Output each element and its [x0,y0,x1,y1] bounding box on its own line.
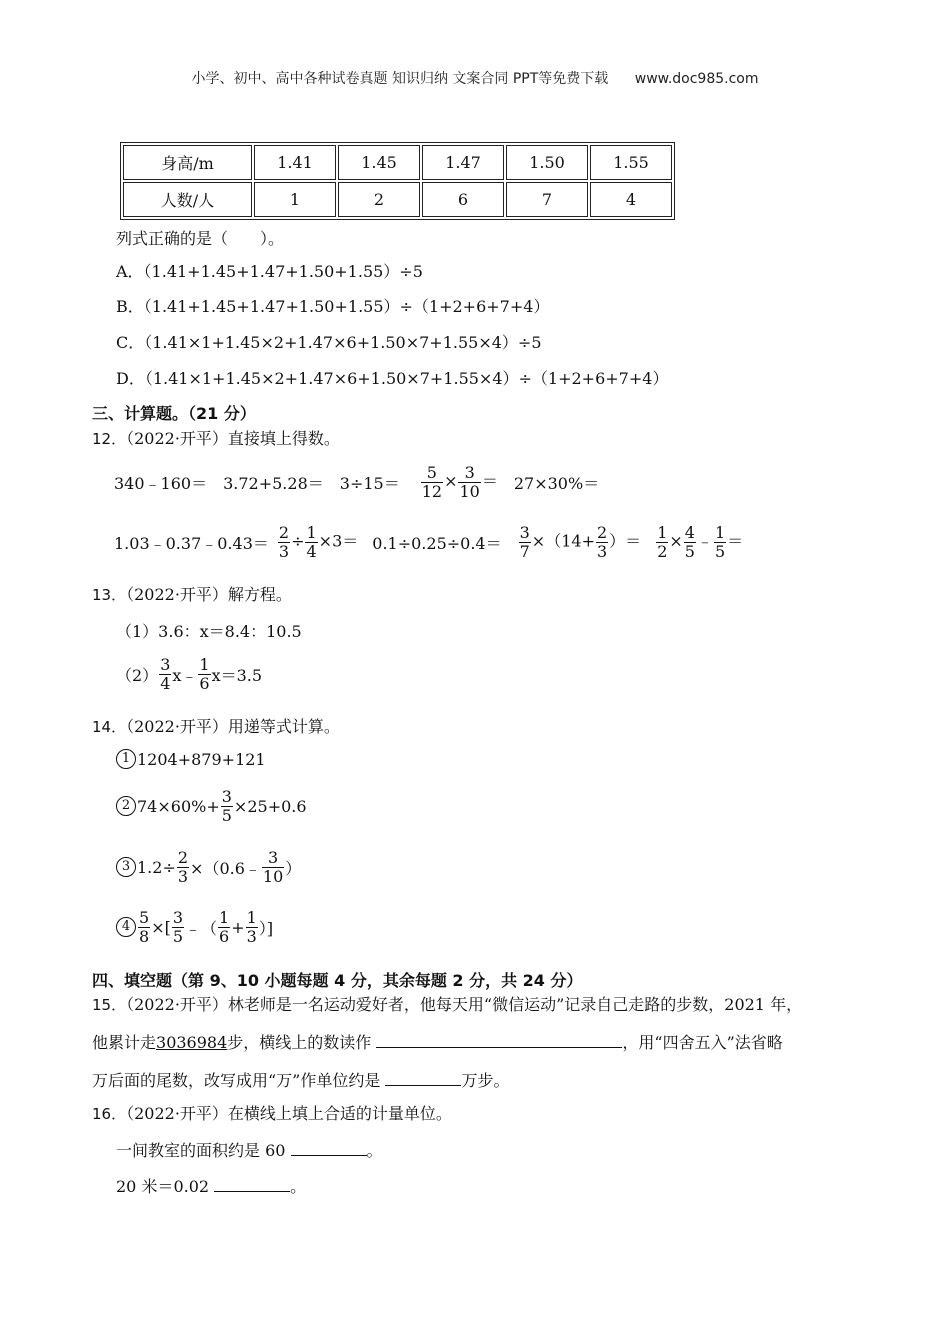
fraction: $\frac{1}{2}$ [657,522,668,561]
page-header [0,68,950,88]
circled-number: 2 [116,796,136,816]
q12-heading [92,426,340,449]
fraction: $\frac{3}{7}$ [519,522,530,561]
q13-number: 13． [92,586,127,604]
fraction: $\frac{3}{10}$ [262,847,284,886]
q14-expr-1: 1 1204+879+121 [116,748,266,770]
table-cell: 身高/m [123,145,252,180]
q15-line-2: 他累计走3036984步，横线上的数读作 ，用“四舍五入”法省略 [92,1033,783,1052]
table-cell: 6 [422,182,504,217]
q12-f: 1.03﹣0.37﹣0.43＝ [114,533,269,553]
q12-source: （2022·开平）直接填上得数。 [126,429,340,448]
answer-blank[interactable] [385,1069,461,1086]
q16-item-a: 一间教室的面积约是 60 。 [116,1141,383,1160]
table-cell: 4 [590,182,672,217]
circled-number: 4 [116,917,136,937]
q11-stem: 列式正确的是（ ）。 [116,229,285,248]
header-text: 小学、初中、高中各种试卷真题 知识归纳 文案合同 PPT等免费下载 [191,71,609,87]
table-cell: 7 [506,182,588,217]
fraction: $\frac{2}{3}$ [596,522,608,561]
q11-option-b: B．（1.41+1.45+1.47+1.50+1.55）÷（1+2+6+7+4） [116,297,550,316]
fraction: $\frac{1}{3}$ [246,907,257,946]
q16-source: （2022·开平）在横线上填上合适的计量单位。 [126,1104,452,1123]
q14-expr-2: 2 74×60%+ $\frac{3}{5}$ ×25+0.6 [116,782,307,830]
q13-source: （2022·开平）解方程。 [126,585,292,604]
fraction: $\frac{3}{5}$ [172,907,184,946]
q14-source: （2022·开平）用递等式计算。 [126,717,340,736]
table-cell: 1 [254,182,336,217]
answer-blank[interactable] [291,1139,367,1156]
q14-expr-4: 4 $\frac{5}{8}$ ×[ $\frac{3}{5}$ ﹣（ $\frac{1}{6}$ + $\frac{1}{3}$ ）] [116,903,273,951]
section-3-title: 三、计算题。（21 分） [92,404,256,423]
fraction: $\frac{4}{5}$ [684,522,695,561]
q11-option-c: C．（1.41×1+1.45×2+1.47×6+1.50×7+1.55×4）÷5 [116,333,542,352]
fraction: $\frac{1}{5}$ [714,522,726,561]
q15-number: 15． [92,996,127,1014]
fraction: $\frac{3}{4}$ [160,654,171,693]
table-row [123,145,672,180]
q12-number: 12． [92,430,127,448]
section-4-title: 四、填空题（第 9、10 小题每题 4 分，其余每题 2 分，共 24 分） [92,971,583,990]
q14-number: 14． [92,718,127,736]
q12-h: 0.1÷0.25÷0.4＝ [372,533,502,553]
fraction: $\frac{1}{6}$ [219,907,230,946]
q13-part-1: （1）3.6：x＝8.4：10.5 [116,622,302,641]
q16-number: 16． [92,1105,127,1123]
header-site[interactable]: www.doc985.com [634,71,759,87]
fraction: $\frac{1}{4}$ [306,522,317,561]
q12-row-2 [114,518,743,566]
answer-blank[interactable] [214,1175,290,1192]
table-cell: 1.55 [590,145,672,180]
table-cell: 2 [338,182,420,217]
answer-blank[interactable] [376,1031,622,1048]
q15-line-3: 万后面的尾数，改写成用“万”作单位约是 万步。 [92,1071,510,1090]
q16-item-b: 20 米＝0.02 。 [116,1177,307,1196]
q12-row-1 [114,458,599,506]
fraction: $\frac{3}{5}$ [221,786,232,825]
q13-heading [92,582,292,605]
underlined-number: 3036984 [156,1033,228,1052]
table-cell: 1.41 [254,145,336,180]
fraction: $\frac{3}{10}$ [459,462,480,501]
q15-line-1: 15．（2022·开平）林老师是一名运动爱好者，他每天用“微信运动”记录自己走路的步数，2021 年， [92,995,803,1014]
q12-g: $\frac{2}{3}$ ÷ $\frac{1}{4}$ ×3＝ [278,522,359,561]
fraction: $\frac{2}{3}$ [177,847,189,886]
q12-i: $\frac{3}{7}$ ×（14+ $\frac{2}{3}$ ）＝ [519,522,642,561]
q12-d: $\frac{5}{12}$ × $\frac{3}{10}$ ＝ [421,462,498,501]
table-cell: 1.45 [338,145,420,180]
q12-e: 27×30%＝ [513,473,600,493]
q14-expr-3: 3 1.2÷ $\frac{2}{3}$ ×（0.6﹣ $\frac{3}{10}$ ） [116,843,301,891]
q11-option-d: D．（1.41×1+1.45×2+1.47×6+1.50×7+1.55×4）÷（1+2+6+7+4） [116,369,669,388]
fraction: $\frac{1}{6}$ [199,654,210,693]
q12-b: 3.72+5.28＝ [223,473,324,493]
fraction: $\frac{5}{8}$ [139,907,150,946]
q14-heading [92,714,340,737]
q12-j: $\frac{1}{2}$ × $\frac{4}{5}$ ﹣ $\frac{1}{5}$ ＝ [657,522,744,561]
q12-a: 340﹣160＝ [114,473,208,493]
table-row [123,182,672,217]
table-cell: 1.47 [422,145,504,180]
q13-part-2: （2） $\frac{3}{4}$ x﹣ $\frac{1}{6}$ x＝3.5 [116,654,263,693]
table-cell: 1.50 [506,145,588,180]
circled-number: 1 [116,749,136,769]
table-cell: 人数/人 [123,182,252,217]
height-table [120,142,675,220]
fraction: $\frac{5}{12}$ [421,462,443,501]
q16-heading [92,1101,452,1124]
fraction: $\frac{2}{3}$ [278,522,290,561]
circled-number: 3 [116,857,136,877]
q11-option-a: A．（1.41+1.45+1.47+1.50+1.55）÷5 [116,262,423,281]
q12-c: 3÷15＝ [339,473,400,493]
